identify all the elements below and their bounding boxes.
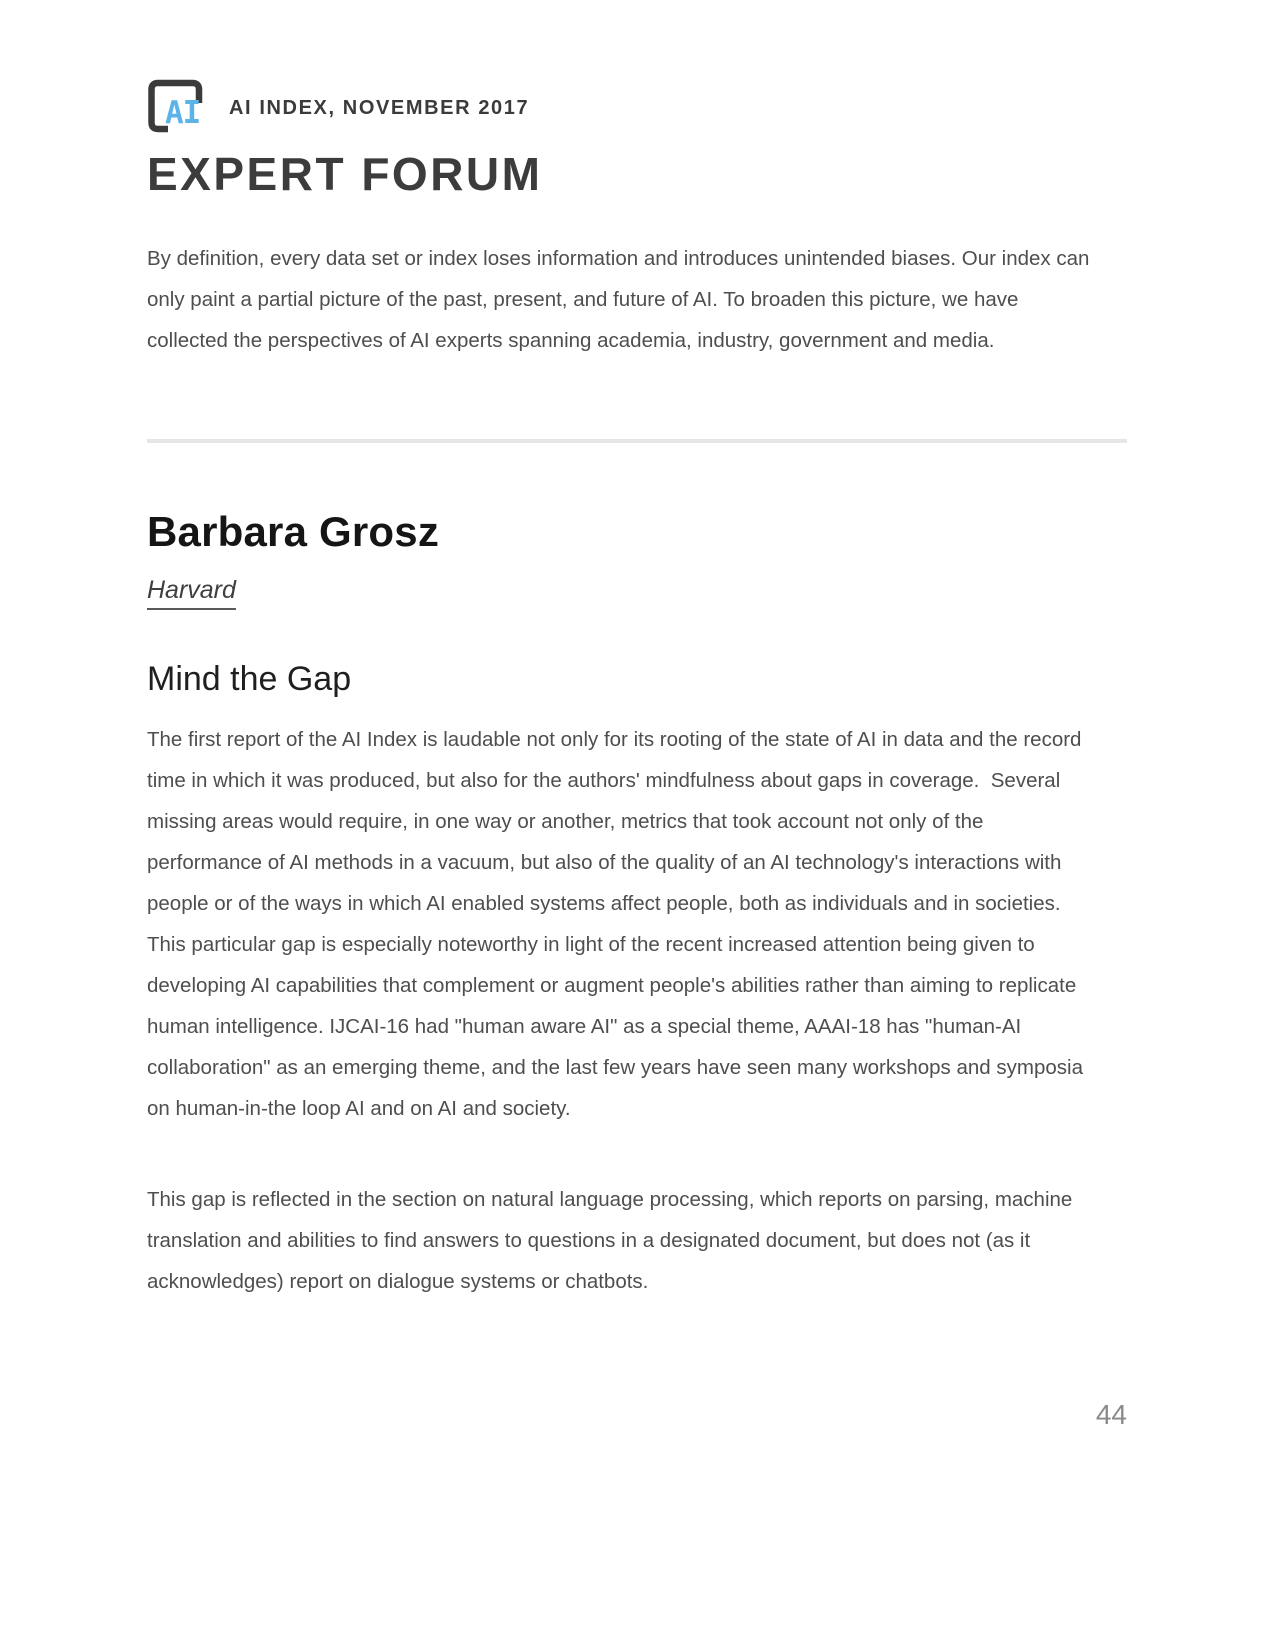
section-divider xyxy=(147,439,1127,443)
essay-paragraph: The first report of the AI Index is laudable not only for its rooting of the state of AI in data and the record time in which it was produced, but also for the authors' mindfulness about gaps in coverage. Several missing areas would require, in one way or another, metrics that took account not only of the performance of AI methods in a vacuum, but also of the quality of an AI technology's interactions with people or of the ways in which AI enabled systems affect people, both as individuals and in societies. This particular gap is especially noteworthy in light of the recent increased attention being given to developing AI capabilities that complement or augment people's abilities rather than aiming to replicate human intelligence. IJCAI-16 had "human aware AI" as a special theme, AAAI-18 has "human-AI collaboration" as an emerging theme, and the last few years have seen many workshops and symposia on human-in-the loop AI and on AI and society. xyxy=(147,728,1089,1120)
section-title: EXPERT FORUM xyxy=(147,148,543,200)
affiliation-link[interactable]: Harvard xyxy=(147,576,236,610)
expert-name: Barbara Grosz xyxy=(147,508,440,555)
ai-logo-letters: AI xyxy=(165,95,201,131)
affiliation-row xyxy=(147,557,1127,610)
essay-title: Mind the Gap xyxy=(147,660,352,698)
ai-index-logo xyxy=(147,78,205,135)
report-title: AI INDEX, NOVEMBER 2017 xyxy=(229,97,530,119)
content-column xyxy=(147,78,1127,1432)
page-header xyxy=(147,78,1127,135)
essay-paragraph: This gap is reflected in the section on natural language processing, which reports on parsing, machine translation and abilities to find answers to questions in a designated document, but does not (as it acknowledges) report on dialogue systems or chatbots. xyxy=(147,1188,1079,1293)
page-number: 44 xyxy=(1095,1399,1127,1430)
intro-paragraph: By definition, every data set or index loses information and introduces unintended biases. Our index can only paint a partial picture of the past, present, and future of AI. To broaden this picture, we have collected the perspectives of AI experts spanning academia, industry, government and media. xyxy=(147,247,1096,352)
